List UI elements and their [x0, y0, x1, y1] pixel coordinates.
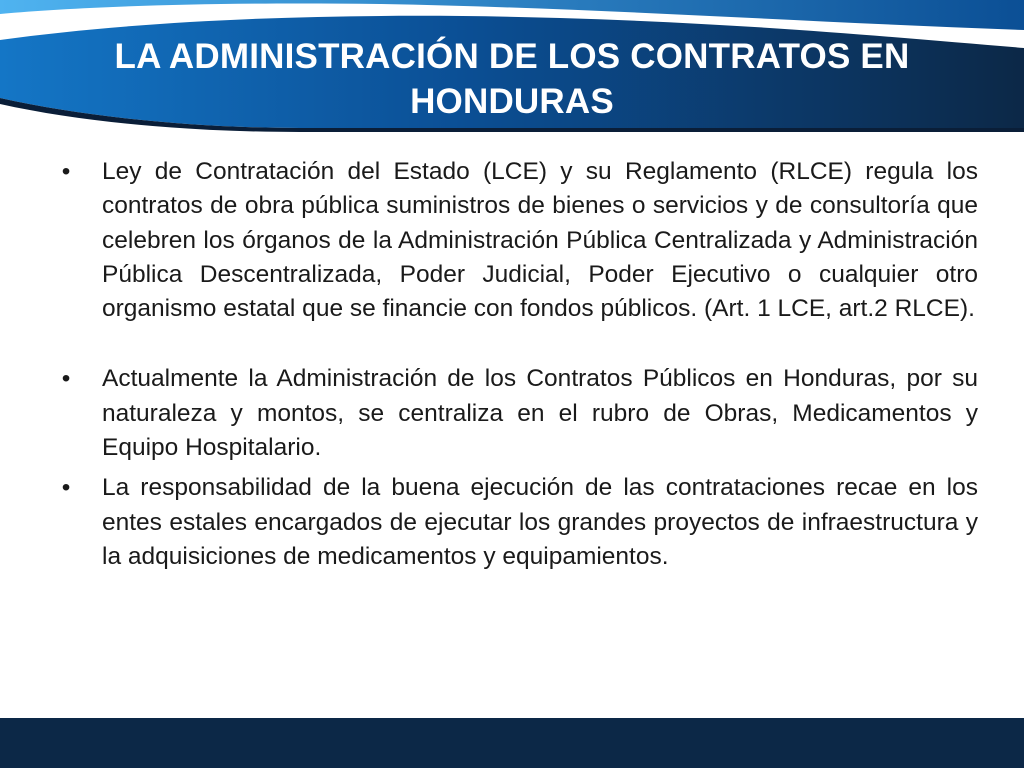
bullet-item-responsibility — [56, 471, 978, 574]
bullet-text: Actualmente la Administración de los Contratos Públicos en Honduras, por su naturaleza y montos, se centraliza en el rubro de Obras, Medicamentos y Equipo Hospitalario. — [102, 365, 978, 462]
bullet-list — [56, 155, 978, 574]
footer-bar — [0, 718, 1024, 768]
bullet-dot-icon: • — [61, 158, 71, 185]
bullet-text: La responsabilidad de la buena ejecución de las contrataciones recae en los entes estales encargados de ejecutar los grandes proyectos de infraestructura y la adquisiciones de medicamentos y equipamientos. — [102, 474, 978, 570]
title-line-1: LA ADMINISTRACIÓN DE LOS CONTRATOS EN — [114, 37, 910, 76]
bullet-dot-icon: • — [61, 474, 71, 502]
slide-title — [40, 34, 984, 124]
bullet-text: Ley de Contratación del Estado (LCE) y su Reglamento (RLCE) regula los contratos de obra pública suministros de bienes o servicios y de consultoría que celebren los órganos de la Administración Pública Centralizada y Administración Pública Descentralizada, Poder Judicial, Poder Ejecutivo o cualquier otro organismo estatal que se financie con fondos públicos. (Art. 1 LCE, art.2 RLCE). — [102, 158, 978, 323]
bullet-dot-icon: • — [61, 365, 71, 393]
bullet-item-legal-framework — [56, 155, 978, 326]
bullet-item-centralization — [56, 362, 978, 465]
title-line-2: HONDURAS — [410, 82, 614, 121]
